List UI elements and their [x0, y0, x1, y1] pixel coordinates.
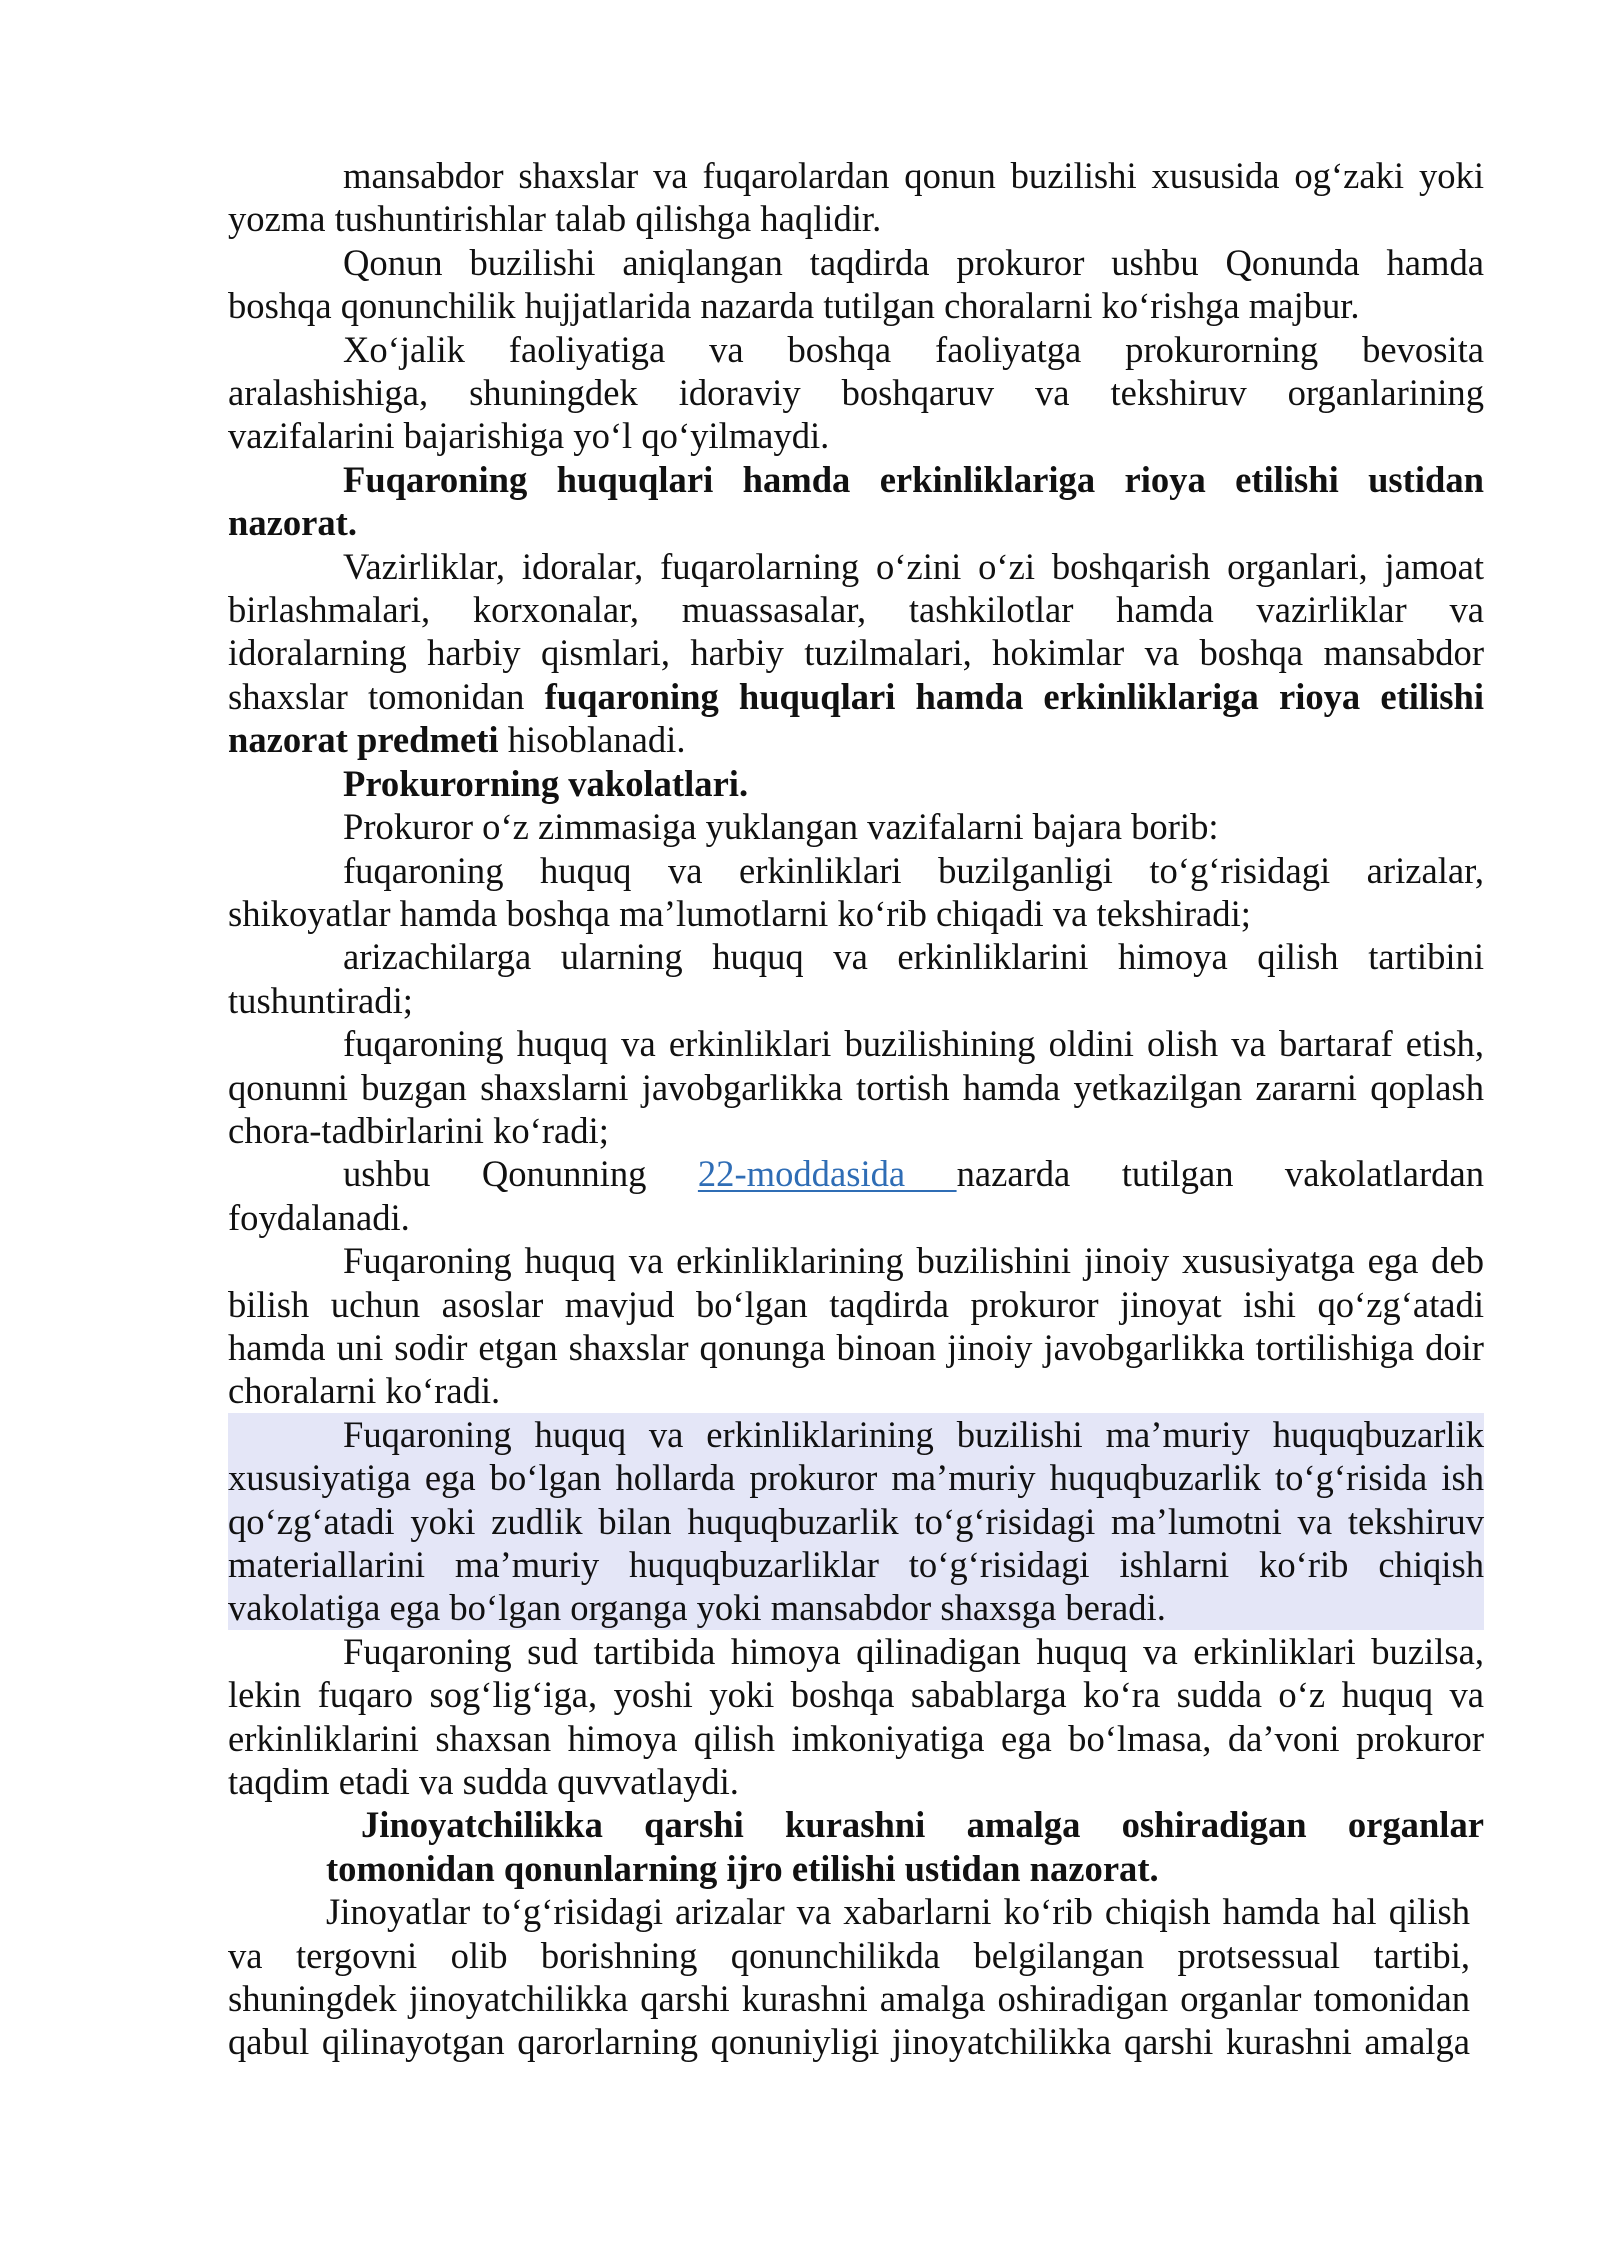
text-line: idoralarning harbiy qismlari, harbiy tuzilmalari, hokimlar va boshqa mansabdor: [228, 632, 1484, 674]
paragraph: [228, 328, 1484, 458]
bold-phrase: nazorat predmeti: [228, 719, 499, 761]
text-line: taqdim etadi va sudda quvvatlaydi.: [228, 1761, 739, 1803]
section-heading: [228, 458, 1484, 545]
plain-text: shaxslar tomonidan: [228, 675, 545, 717]
plain-text: nazarda tutilgan vakolatlardan: [956, 1153, 1484, 1195]
text-line: vazifalarini bajarishiga yo‘l qo‘yilmaydi.: [228, 415, 830, 457]
text-line: arizachilarga ularning huquq va erkinliklarini himoya qilish tartibini: [343, 936, 1484, 978]
text-line: [228, 718, 1484, 761]
text-line: shikoyatlar hamda boshqa ma’lumotlarni ko‘rib chiqadi va tekshiradi;: [228, 892, 1251, 934]
paragraph: [228, 545, 1484, 762]
document-body: [228, 154, 1484, 2064]
text-line: Xo‘jalik faoliyatiga va boshqa faoliyatga prokurorning bevosita: [343, 328, 1484, 370]
heading-line: Fuqaroning huquqlari hamda erkinliklariga rioya etilishi ustidan: [343, 458, 1484, 500]
text-line: birlashmalari, korxonalar, muassasalar, tashkilotlar hamda vazirliklar va: [228, 589, 1484, 631]
text-line: qabul qilinayotgan qarorlarning qonuniyligi jinoyatchilikka qarshi kurashni amalga: [228, 2021, 1470, 2063]
text-line: hamda uni sodir etgan shaxslar qonunga binoan jinoiy javobgarlikka tortilishiga doir: [228, 1326, 1484, 1368]
paragraph: [228, 241, 1484, 328]
list-paragraph: [228, 935, 1484, 1022]
text-line: tushuntiradi;: [228, 979, 413, 1021]
heading-line: Jinoyatchilikka qarshi kurashni amalga oshiradigan organlar: [361, 1804, 1484, 1846]
paragraph: [228, 1890, 1470, 2064]
heading-line: Prokurorning vakolatlari.: [343, 762, 749, 804]
paragraph: [228, 1239, 1484, 1413]
bold-phrase: fuqaroning huquqlari hamda erkinliklariga rioya etilishi: [544, 675, 1484, 717]
paragraph: [228, 1630, 1484, 1804]
text-line: qonunni buzgan shaxslarni javobgarlikka tortish hamda yetkazilgan zararni qoplash: [228, 1066, 1484, 1108]
text-line: Jinoyatlar to‘g‘risidagi arizalar va xabarlarni ko‘rib chiqish hamda hal qilish: [326, 1891, 1470, 1933]
text-line: boshqa qonunchilik hujjatlarida nazarda tutilgan choralarni ko‘rishga majbur.: [228, 285, 1360, 327]
text-line: Fuqaroning sud tartibida himoya qilinadigan huquq va erkinliklari buzilsa,: [343, 1630, 1484, 1672]
text-line: aralashishiga, shuningdek idoraviy boshqaruv va tekshiruv organlarining: [228, 372, 1484, 414]
text-line: [228, 1152, 1484, 1195]
text-line: fuqaroning huquq va erkinliklari buzilishining oldini olish va bartaraf etish,: [343, 1023, 1484, 1065]
highlighted-paragraph[interactable]: [228, 1413, 1484, 1630]
text-line: qo‘zg‘atadi yoki zudlik bilan huquqbuzarlik to‘g‘risidagi ma’lumotni va tekshiruv: [228, 1500, 1484, 1542]
list-paragraph: [228, 1022, 1484, 1152]
list-paragraph: [228, 849, 1484, 936]
text-line: mansabdor shaxslar va fuqarolardan qonun buzilishi xususida og‘zaki yoki: [343, 155, 1484, 196]
heading-line: tomonidan qonunlarning ijro etilishi ustidan nazorat.: [326, 1847, 1159, 1889]
text-line: choralarni ko‘radi.: [228, 1370, 501, 1412]
paragraph: [228, 805, 1484, 848]
list-paragraph: [228, 1152, 1484, 1239]
text-line: lekin fuqaro sog‘lig‘iga, yoshi yoki boshqa sabablarga ko‘ra sudda o‘z huquq va: [228, 1674, 1484, 1716]
text-line: Vazirliklar, idoralar, fuqarolarning o‘zini o‘zi boshqarish organlari, jamoat: [343, 545, 1484, 587]
text-line: Fuqaroning huquq va erkinliklarining buzilishi ma’muriy huquqbuzarlik: [343, 1413, 1484, 1455]
text-line: materiallarini ma’muriy huquqbuzarliklar to‘g‘risidagi ishlarni ko‘rib chiqish: [228, 1544, 1484, 1585]
plain-text: hisoblanadi.: [498, 719, 686, 761]
text-line: foydalanadi.: [228, 1196, 410, 1238]
text-line: [228, 675, 1484, 718]
text-line: Fuqaroning huquq va erkinliklarining buzilishini jinoiy xususiyatga ega deb: [343, 1240, 1484, 1282]
text-line: yozma tushuntirishlar talab qilishga haqlidir.: [228, 198, 882, 240]
text-line: chora-tadbirlarini ko‘radi;: [228, 1109, 609, 1151]
section-heading: [228, 762, 1484, 805]
text-line: va tergovni olib borishning qonunchilikda belgilangan protsessual tartibi,: [228, 1934, 1470, 1976]
heading-line: nazorat.: [228, 502, 358, 544]
plain-text: ushbu Qonunning: [343, 1153, 698, 1195]
text-line: erkinliklarini shaxsan himoya qilish imkoniyatiga ega bo‘lmasa, da’voni prokuror: [228, 1717, 1484, 1759]
text-line: fuqaroning huquq va erkinliklari buzilganligi to‘g‘risidagi arizalar,: [343, 849, 1484, 891]
law-article-link[interactable]: 22-moddasida: [697, 1153, 957, 1195]
text-line: bilish uchun asoslar mavjud bo‘lgan taqdirda prokuror jinoyat ishi qo‘zg‘atadi: [228, 1283, 1484, 1325]
text-line: vakolatiga ega bo‘lgan organga yoki mansabdor shaxsga beradi.: [228, 1587, 1166, 1629]
section-heading: [326, 1803, 1484, 1890]
text-line: Qonun buzilishi aniqlangan taqdirda prokuror ushbu Qonunda hamda: [343, 241, 1484, 283]
text-line: Prokuror o‘z zimmasiga yuklangan vazifalarni bajara borib:: [343, 806, 1219, 848]
paragraph: [228, 154, 1484, 241]
text-line: xususiyatiga ega bo‘lgan hollarda prokuror ma’muriy huquqbuzarlik to‘g‘risida ish: [228, 1457, 1484, 1499]
text-line: shuningdek jinoyatchilikka qarshi kurashni amalga oshiradigan organlar tomonidan: [228, 1978, 1470, 2020]
